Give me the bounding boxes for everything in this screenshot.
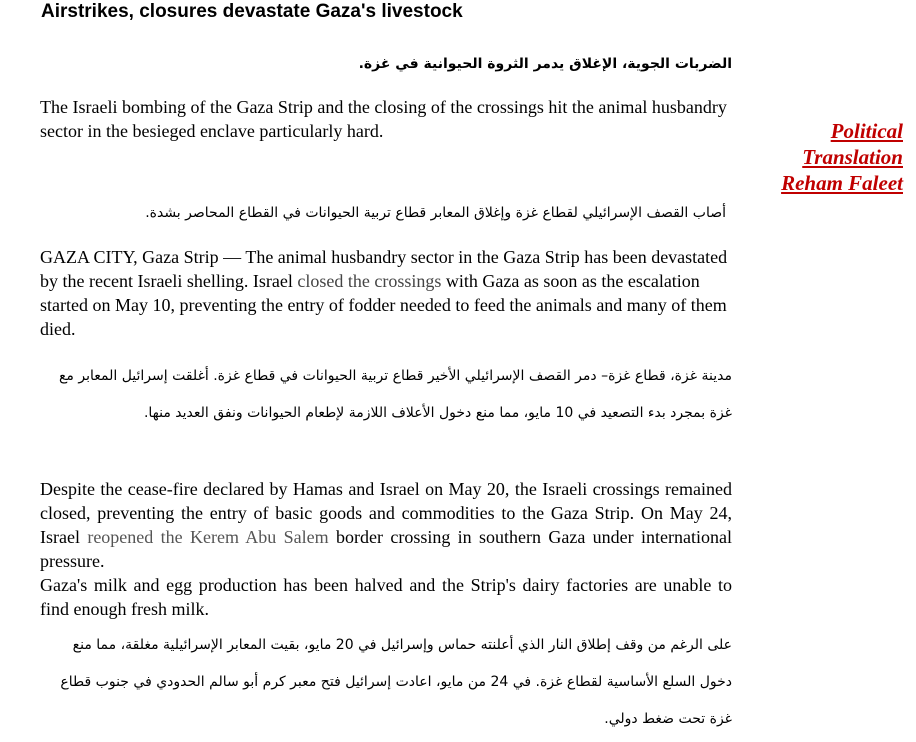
article-title: Airstrikes, closures devastate Gaza's livestock: [41, 1, 463, 22]
paragraph-2-milk-egg-line: Gaza's milk and egg production has been halved and the Strip's dairy factories are unable to find enough fresh milk.: [40, 575, 732, 619]
political-translation-note: [760, 118, 903, 196]
paragraph-1-text-after: with Gaza as soon as the escalation started on May 10, preventing the entry of fodder needed to feed the animals and many of them died.: [40, 271, 727, 339]
english-paragraph-2: [40, 477, 732, 621]
side-note-line-3: Reham Faleet: [781, 171, 903, 195]
side-note-line-1: Political: [830, 119, 903, 143]
arabic-intro-paragraph: أصاب القصف الإسرائيلي لقطاع غزة وإغلاق المعابر قطاع تربية الحيوانات في القطاع المحاصر بشدة.: [145, 205, 726, 221]
paragraph-2-text-after: border crossing in southern Gaza under international pressure.: [40, 527, 732, 571]
arabic-title: الضربات الجوية، الإغلاق يدمر الثروة الحيوانية في غزة.: [358, 56, 732, 72]
arabic-paragraph-2: على الرغم من وقف إطلاق النار الذي أعلنته حماس وإسرائيل في 20 مايو، بقيت المعابر الإسرائيلية مغلقة، مما منع دخول السلع الأساسية لقطاع غزة. في 24 من مايو، اعادت إسرائيل فتح معبر كرم أبو سالم الحدودي في جنوب قطاع غزة تحت ضغط دولي.: [60, 637, 732, 727]
side-note-line-2: Translation: [802, 145, 903, 169]
english-paragraph-1: [40, 245, 740, 341]
arabic-paragraph-1: مدينة غزة، قطاع غزة– دمر القصف الإسرائيلي الأخير قطاع تربية الحيوانات في قطاع غزة. أغلقت إسرائيل المعابر مع غزة بمجرد بدء التصعيد في 10 مايو، مما منع دخول الأعلاف اللازمة لإطعام الحيوانات ونفق العديد منها.: [58, 368, 732, 421]
english-intro-paragraph: The Israeli bombing of the Gaza Strip and the closing of the crossings hit the animal husbandry sector in the besieged enclave particularly hard.: [40, 97, 727, 141]
closed-crossings-link[interactable]: closed the crossings: [297, 271, 442, 291]
paragraph-1-text-before: GAZA CITY, Gaza Strip — The animal husbandry sector in the Gaza Strip has been devastated by the recent Israeli shelling. Israel: [40, 247, 728, 291]
paragraph-2-text-before: Despite the cease-fire declared by Hamas and Israel on May 20, the Israeli crossings remained closed, preventing the entry of basic goods and commodities to the Gaza Strip. On May 24, Israel: [40, 479, 732, 547]
reopened-crossing-link[interactable]: reopened the Kerem Abu Salem: [87, 527, 329, 547]
